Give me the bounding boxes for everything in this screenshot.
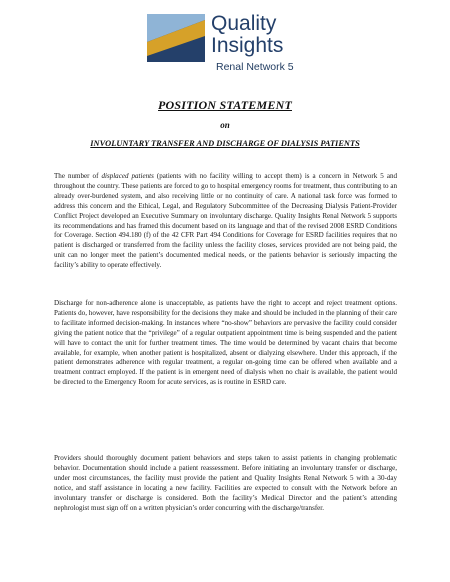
p1-emphasis: displaced patients [101,172,154,180]
title-connector: on [220,120,230,130]
logo-word-quality: Quality [211,12,277,35]
paragraph-documentation: Providers should thoroughly document patient behaviors and steps taken to assist patients in changing problematic behavior. Documentation should include a patient reassessment. Before initiating an involuntary transfer or discharge, under most circumstances, the facility must provide the patient and Quality Insights Renal Network 5 with a 30-day notice, and staff assistance in locating a new facility. Facilities are expected to consult with the Network before an involuntary transfer or discharge is considered. Both the facility’s Medical Director and the patient’s attending nephrologist must sign off on a written physician’s order concurring with the discharge/transfer. [54,454,397,512]
logo-word-insights: Insights [211,34,284,57]
quality-insights-logo [147,14,307,76]
document-subject: INVOLUNTARY TRANSFER AND DISCHARGE OF DIALYSIS PATIENTS [90,139,360,148]
p1-rest: (patients with no facility willing to accept them) is a concern in Network 5 and throughout the country. These patients are forced to go to hospital emergency rooms for treatment, thus contributing to an already over-burdened system, and also receiving little or no continuity of care. A national task force was formed to address this concern and the Ethical, Legal, and Regulatory Subcommittee of the Decreasing Dialysis Patient-Provider Conflict Project developed an Executive Summary on involuntary discharge. Quality Insights Renal Network 5 supports its recommendations and has framed this document based on its language and that of the revised 2008 ESRD Conditions for Coverage. Section 494.180 (f) of the 42 CFR Part 494 Conditions for Coverage for ESRD facilities requires that no patient is discharged or transferred from the facility unless the facility closes, services provided are not being paid, the unit can no longer meet the patient’s documented medical needs, or the patients behavior is seriously impacting the facility’s ability to operate effectively. [54,172,397,270]
logo-network-label: Renal Network 5 [216,61,294,73]
document-title: POSITION STATEMENT [158,98,292,112]
logo-mark-icon [147,14,205,62]
paragraph-displaced-patients [54,172,397,271]
paragraph-non-adherence: Discharge for non-adherence alone is unacceptable, as patients have the right to accept and reject treatment options. Patients do, however, have responsibility for the decisions they make and should be included in the planning of their care to facilitate informed decision-making. In instances where “no-show” behaviors are pervasive the facility could consider giving the patient notice that the “privilege” of a regular outpatient appointment time is being suspended and the patient will have to contact the unit for further treatment times. The time would be determined by vacant chairs that become available, for example, when another patient is hospitalized, absent or dialyzing elsewhere. Under this approach, if the patient demonstrates adherence with regular treatment, a regular on-going time can be offered when available and a treatment contract employed. If the patient is in emergent need of dialysis when no chair is available, the patient would be directed to the Emergency Room for acute services, as is routine in ESRD care. [54,299,397,387]
p1-lead: The number of [54,172,102,180]
